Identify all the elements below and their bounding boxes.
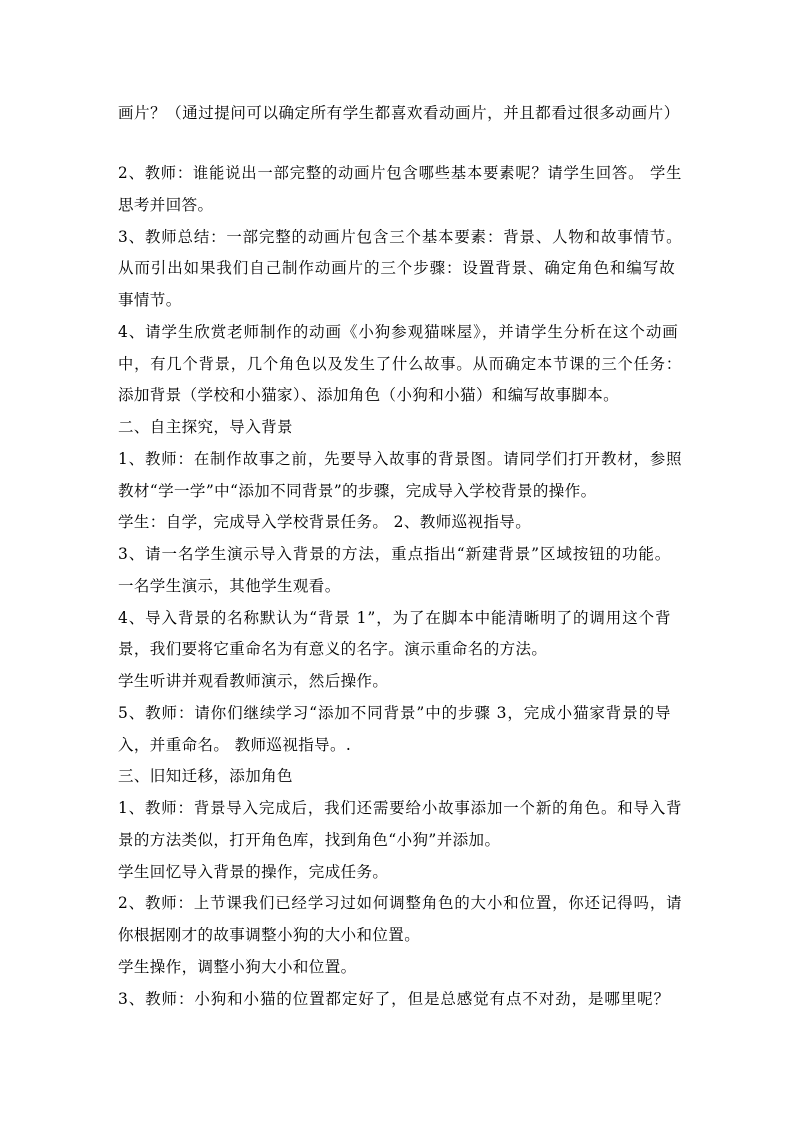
text-line: 你根据刚才的故事调整小狗的大小和位置。 <box>118 926 421 944</box>
text-line: 景的方法类似，打开角色库，找到角色“小狗”并添加。 <box>118 831 501 849</box>
text-line: 4、请学生欣赏老师制作的动画《小狗参观猫咪屋》，并请学生分析在这个动画 <box>118 323 679 341</box>
text-line: 3、教师：小狗和小猫的位置都定好了，但是总感觉有点不对劲，是哪里呢？ <box>118 990 670 1008</box>
text-line: 添加背景（学校和小猫家）、添加角色（小狗和小猫）和编写故事脚本。 <box>118 386 620 404</box>
text-line: 学生操作，调整小狗大小和位置。 <box>118 958 357 976</box>
text-line: 学生：自学，完成导入学校背景任务。 2、教师巡视指导。 <box>118 513 532 531</box>
text-line: 1、教师：背景导入完成后，我们还需要给小故事添加一个新的角色。和导入背 <box>118 799 683 817</box>
text-line: 从而引出如果我们自己制作动画片的三个步骤：设置背景、确定角色和编写故 <box>118 259 676 277</box>
text-line: 2、教师：上节课我们已经学习过如何调整角色的大小和位置，你还记得吗，请 <box>118 894 683 912</box>
text-line: 1、教师：在制作故事之前，先要导入故事的背景图。请同学们打开教材，参照 <box>118 450 683 468</box>
section-heading: 二、自主探究，导入背景 <box>118 418 293 436</box>
text-line: 思考并回答。 <box>118 196 214 214</box>
text-line: 3、教师总结：一部完整的动画片包含三个基本要素：背景、人物和故事情节。 <box>118 228 683 246</box>
text-line: 4、导入背景的名称默认为“背景 1”，为了在脚本中能清晰明了的调用这个背 <box>118 609 672 627</box>
text-line: 教材“学一学”中“添加不同背景”的步骤，完成导入学校背景的操作。 <box>118 482 597 500</box>
text-line: 事情节。 <box>118 291 182 309</box>
text-line: 入，并重命名。 教师巡视指导。. <box>118 736 352 754</box>
text-line: 学生回忆导入背景的操作，完成任务。 <box>118 863 389 881</box>
text-line: 一名学生演示，其他学生观看。 <box>118 577 341 595</box>
text-line: 5、教师：请你们继续学习“添加不同背景”中的步骤 3，完成小猫家背景的导 <box>118 704 672 722</box>
section-heading: 三、旧知迁移，添加角色 <box>118 767 293 785</box>
text-line: 景，我们要将它重命名为有意义的名字。演示重命名的方法。 <box>118 640 548 658</box>
text-line: 2、教师：谁能说出一部完整的动画片包含哪些基本要素呢？请学生回答。 学生 <box>118 164 683 182</box>
text-line: 3、请一名学生演示导入背景的方法，重点指出“新建背景”区域按钮的功能。 <box>118 545 672 563</box>
text-line: 画片？（通过提问可以确定所有学生都喜欢看动画片，并且都看过很多动画片） <box>118 104 680 122</box>
text-line: 学生听讲并观看教师演示，然后操作。 <box>118 672 389 690</box>
text-line: 中，有几个背景，几个角色以及发生了什么故事。从而确定本节课的三个任务： <box>118 355 683 373</box>
